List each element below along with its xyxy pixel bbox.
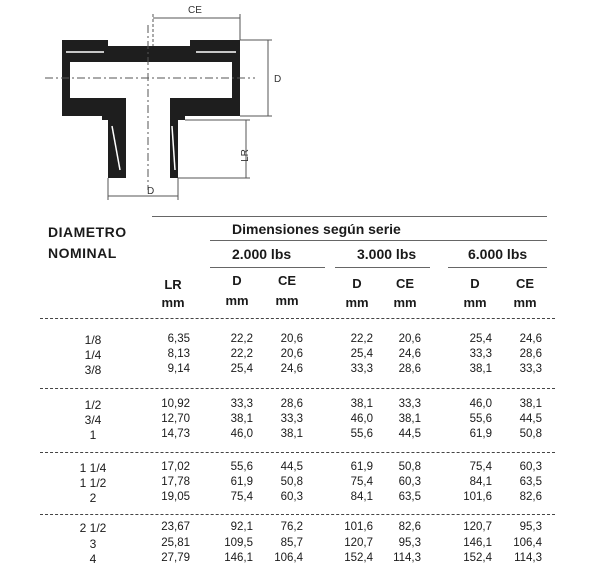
cell-d-6000: 146,1 — [463, 537, 492, 549]
cell-d-6000: 152,4 — [463, 552, 492, 564]
cell-lr: 27,79 — [161, 552, 190, 564]
cell-lr: 9,14 — [167, 363, 190, 375]
cell-lr: 8,13 — [167, 348, 190, 360]
label-ce: CE — [188, 5, 202, 16]
cell-ce-2000: 28,6 — [280, 398, 303, 410]
col-d2-label: D — [352, 276, 362, 291]
cell-lr: 6,35 — [167, 333, 190, 345]
cell-ce-2000: 76,2 — [280, 521, 303, 533]
tee-fitting-diagram — [0, 0, 600, 205]
cell-ce-3000: 60,3 — [398, 476, 421, 488]
col-ce3-label: CE — [515, 276, 535, 291]
cell-d-3000: 101,6 — [344, 521, 373, 533]
cell-ce-2000: 38,1 — [280, 428, 303, 440]
cell-d-6000: 75,4 — [469, 461, 492, 473]
header-nominal: NOMINAL — [48, 245, 117, 261]
cell-d-2000: 22,2 — [230, 333, 253, 345]
series-underline-3000 — [335, 267, 430, 268]
cell-d-2000: 55,6 — [230, 461, 253, 473]
cell-d-6000: 55,6 — [469, 413, 492, 425]
cell-nominal: 1 1/2 — [79, 476, 107, 490]
cell-ce-3000: 44,5 — [398, 428, 421, 440]
col-ce1-unit: mm — [275, 293, 299, 308]
series-underline-2000 — [210, 267, 325, 268]
cell-d-2000: 33,3 — [230, 398, 253, 410]
cell-d-2000: 109,5 — [224, 537, 253, 549]
cell-ce-6000: 44,5 — [519, 413, 542, 425]
cell-d-3000: 61,9 — [350, 461, 373, 473]
cell-d-2000: 25,4 — [230, 363, 253, 375]
cell-d-3000: 38,1 — [350, 398, 373, 410]
cell-d-2000: 22,2 — [230, 348, 253, 360]
cell-ce-2000: 20,6 — [280, 333, 303, 345]
cell-lr: 14,73 — [161, 428, 190, 440]
cell-ce-2000: 33,3 — [280, 413, 303, 425]
cell-d-3000: 120,7 — [344, 537, 373, 549]
cell-ce-3000: 82,6 — [398, 521, 421, 533]
cell-ce-6000: 106,4 — [513, 537, 542, 549]
col-ce2-label: CE — [395, 276, 415, 291]
cell-d-3000: 25,4 — [350, 348, 373, 360]
col-ce3-unit: mm — [513, 295, 537, 310]
cell-d-6000: 120,7 — [463, 521, 492, 533]
cell-nominal: 1 1/4 — [79, 461, 107, 475]
cell-d-3000: 152,4 — [344, 552, 373, 564]
cell-d-3000: 84,1 — [350, 491, 373, 503]
cell-lr: 10,92 — [161, 398, 190, 410]
cell-d-6000: 84,1 — [469, 476, 492, 488]
cell-d-6000: 33,3 — [469, 348, 492, 360]
cell-d-2000: 146,1 — [224, 552, 253, 564]
cell-d-2000: 46,0 — [230, 428, 253, 440]
cell-d-6000: 38,1 — [469, 363, 492, 375]
cell-d-6000: 25,4 — [469, 333, 492, 345]
cell-lr: 17,78 — [161, 476, 190, 488]
group-separator-3 — [40, 514, 555, 515]
cell-nominal: 1/8 — [84, 333, 102, 347]
cell-ce-3000: 24,6 — [398, 348, 421, 360]
cell-nominal: 3/4 — [84, 413, 102, 427]
label-d-bottom: D — [147, 186, 155, 197]
series-rule — [210, 240, 547, 241]
cell-d-6000: 101,6 — [463, 491, 492, 503]
cell-d-2000: 75,4 — [230, 491, 253, 503]
col-d3-label: D — [470, 276, 480, 291]
label-d-right: D — [274, 74, 282, 85]
cell-lr: 17,02 — [161, 461, 190, 473]
cell-ce-6000: 63,5 — [519, 476, 542, 488]
cell-ce-2000: 106,4 — [274, 552, 303, 564]
label-lr: LR — [239, 149, 251, 162]
cell-nominal: 1/4 — [84, 348, 102, 362]
cell-ce-3000: 114,3 — [393, 552, 421, 564]
header-bottom-rule — [40, 318, 555, 319]
header-series: Dimensiones según serie — [232, 221, 401, 237]
cell-lr: 25,81 — [161, 537, 190, 549]
col-lr-label: LR — [164, 277, 182, 292]
cell-nominal: 1 — [89, 428, 97, 442]
cell-ce-2000: 24,6 — [280, 363, 303, 375]
cell-nominal: 4 — [89, 552, 97, 566]
cell-d-6000: 61,9 — [469, 428, 492, 440]
cell-d-2000: 92,1 — [230, 521, 253, 533]
col-lr-unit: mm — [161, 295, 185, 310]
cell-d-3000: 75,4 — [350, 476, 373, 488]
cell-ce-6000: 114,3 — [514, 552, 542, 564]
cell-nominal: 2 1/2 — [79, 521, 107, 535]
cell-ce-3000: 28,6 — [398, 363, 421, 375]
cell-ce-2000: 60,3 — [280, 491, 303, 503]
col-ce1-label: CE — [277, 273, 297, 288]
cell-ce-6000: 33,3 — [519, 363, 542, 375]
cell-nominal: 1/2 — [84, 398, 102, 412]
cell-d-6000: 46,0 — [469, 398, 492, 410]
cell-ce-2000: 50,8 — [280, 476, 303, 488]
cell-ce-6000: 60,3 — [519, 461, 542, 473]
cell-ce-6000: 95,3 — [519, 521, 542, 533]
cell-lr: 23,67 — [161, 521, 190, 533]
cell-d-2000: 38,1 — [230, 413, 253, 425]
col-d1-label: D — [232, 273, 242, 288]
cell-d-3000: 46,0 — [350, 413, 373, 425]
cell-ce-3000: 95,3 — [398, 537, 421, 549]
header-diametro: DIAMETRO — [48, 224, 127, 240]
cell-ce-3000: 50,8 — [398, 461, 421, 473]
cell-ce-6000: 28,6 — [519, 348, 542, 360]
cell-ce-2000: 85,7 — [280, 537, 303, 549]
cell-ce-3000: 33,3 — [398, 398, 421, 410]
cell-ce-3000: 63,5 — [398, 491, 421, 503]
col-ce2-unit: mm — [393, 295, 417, 310]
cell-ce-6000: 24,6 — [519, 333, 542, 345]
series-underline-6000 — [448, 267, 547, 268]
cell-lr: 19,05 — [161, 491, 190, 503]
cell-ce-2000: 44,5 — [280, 461, 303, 473]
cell-nominal: 3/8 — [84, 363, 102, 377]
cell-d-2000: 61,9 — [230, 476, 253, 488]
cell-nominal: 2 — [89, 491, 97, 505]
cell-d-3000: 33,3 — [350, 363, 373, 375]
group-separator-1 — [40, 388, 555, 389]
cell-ce-6000: 38,1 — [519, 398, 542, 410]
cell-ce-2000: 20,6 — [280, 348, 303, 360]
col-d2-unit: mm — [345, 295, 369, 310]
top-rule — [152, 216, 547, 217]
cell-ce-3000: 20,6 — [398, 333, 421, 345]
series-3000: 3.000 lbs — [357, 246, 417, 262]
cell-d-3000: 55,6 — [350, 428, 373, 440]
cell-nominal: 3 — [89, 537, 97, 551]
group-separator-2 — [40, 452, 555, 453]
col-d3-unit: mm — [463, 295, 487, 310]
series-6000: 6.000 lbs — [468, 246, 528, 262]
cell-ce-6000: 82,6 — [519, 491, 542, 503]
cell-ce-6000: 50,8 — [519, 428, 542, 440]
cell-ce-3000: 38,1 — [398, 413, 421, 425]
cell-lr: 12,70 — [161, 413, 190, 425]
cell-d-3000: 22,2 — [350, 333, 373, 345]
series-2000: 2.000 lbs — [232, 246, 292, 262]
col-d1-unit: mm — [225, 293, 249, 308]
